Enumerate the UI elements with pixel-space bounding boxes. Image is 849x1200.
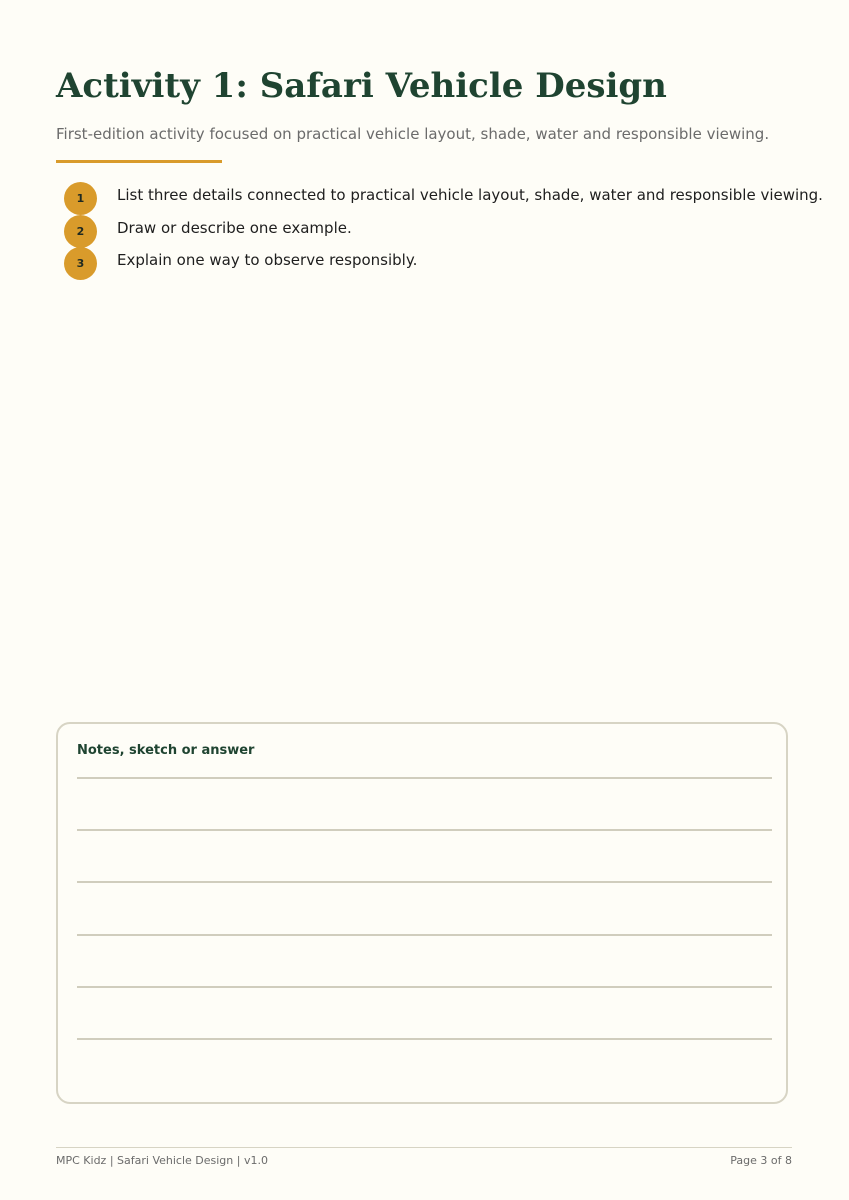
page-subtitle: First-edition activity focused on practical vehicle layout, shade, water and responsible viewing. <box>56 125 770 143</box>
page-title: Activity 1: Safari Vehicle Design <box>56 66 667 106</box>
step-number-badge: 1 <box>64 182 97 215</box>
writing-line <box>77 829 772 831</box>
step-item-3 <box>64 247 824 280</box>
step-item-1 <box>64 182 824 215</box>
steps-list <box>64 182 824 280</box>
notes-answer-box[interactable] <box>56 722 788 1104</box>
notes-box-label: Notes, sketch or answer <box>77 743 255 758</box>
step-text: Explain one way to observe responsibly. <box>117 251 418 269</box>
writing-line <box>77 986 772 988</box>
step-number-badge: 2 <box>64 215 97 248</box>
footer-document-info: MPC Kidz | Safari Vehicle Design | v1.0 <box>56 1154 268 1167</box>
step-text: List three details connected to practical vehicle layout, shade, water and responsible viewing. <box>117 186 823 204</box>
writing-line <box>77 1038 772 1040</box>
writing-line <box>77 881 772 883</box>
accent-divider <box>56 160 222 163</box>
footer-divider <box>56 1147 792 1148</box>
step-text: Draw or describe one example. <box>117 218 352 237</box>
footer-page-number: Page 3 of 8 <box>730 1154 792 1167</box>
step-number-badge: 3 <box>64 247 97 280</box>
step-item-2 <box>64 215 824 248</box>
writing-line <box>77 777 772 779</box>
writing-line <box>77 934 772 936</box>
